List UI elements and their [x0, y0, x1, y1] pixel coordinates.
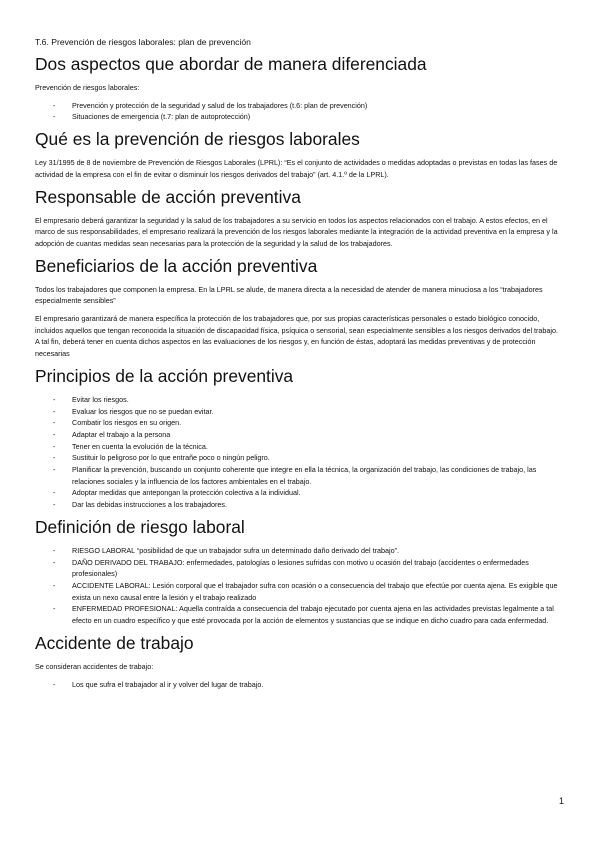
- list-item: - Evaluar los riesgos que no se puedan evitar.: [53, 406, 214, 416]
- list-item: - Los que sufra el trabajador al ir y volver del lugar de trabajo.: [53, 679, 264, 689]
- list-item: - DAÑO DERIVADO DEL TRABAJO: enfermedades, patologías o lesiones sufridas con motivo u ocasión del trabajo (accidentes o enfermedades profesionales): [53, 557, 529, 579]
- dash-marker: -: [53, 394, 56, 404]
- list-item: - Sustituir lo peligroso por lo que entrañe poco o ningún peligro.: [53, 453, 270, 463]
- list-item: - ENFERMEDAD PROFESIONAL: Aquella contraída a consecuencia del trabajo ejecutado por cuenta ajena en las actividades previstas legalmente a tal efecto en un cuadro específico y que esté provocada por la acción de elementos y sustancias que se indique en dicho cuadro para cada enfermedad.: [53, 604, 554, 626]
- dash-marker: -: [53, 604, 56, 614]
- section-heading: Responsable de acción preventiva: [35, 186, 301, 207]
- dash-marker: -: [53, 500, 56, 510]
- list-item: - Adoptar medidas que antepongan la protección colectiva a la individual.: [53, 488, 301, 498]
- dash-marker: -: [53, 112, 56, 122]
- list-item: - Evitar los riesgos.: [53, 394, 129, 404]
- document-content: [35, 37, 562, 696]
- paragraph: El empresario garantizará de manera específica la protección de los trabajadores que, por sus propias características personales o estado biológico conocido, incluidos aquellos que tengan reconocida la situación de discapacidad física, psíquica o sensorial, sean especialmente sensibles a los riesgos derivados del trabajo. A tal fin, deberá tener en cuenta dichos aspectos en las evaluaciones de los riesgos y, en función de éstas, adoptará las medidas preventivas y de protección necesarias: [35, 314, 559, 359]
- section-heading: Definición de riesgo laboral: [35, 516, 245, 537]
- page-number: 1: [558, 796, 564, 806]
- list-item: - ACCIDENTE LABORAL: Lesión corporal que el trabajador sufra con ocasión o a consecuencia del trabajo que efectúe por cuenta ajena. Es exigible que exista un nexo causal entre la lesión y el trabajo realizado: [53, 580, 558, 602]
- dash-marker: -: [53, 406, 56, 416]
- section-intro: Prevención de riesgos laborales:: [35, 83, 140, 92]
- section-heading: Beneficiarios de la acción preventiva: [35, 255, 318, 276]
- list-item: - RIESGO LABORAL “posibilidad de que un trabajador sufra un determinado daño derivado del trabajo”.: [53, 545, 399, 555]
- dash-marker: -: [53, 557, 56, 567]
- list-item: - Situaciones de emergencia (t.7: plan de autoprotección): [53, 112, 251, 122]
- dash-marker: -: [53, 429, 56, 439]
- dash-marker: -: [53, 441, 56, 451]
- list-item: - Tener en cuenta la evolución de la técnica.: [53, 441, 208, 451]
- dash-marker: -: [53, 545, 56, 555]
- paragraph: Ley 31/1995 de 8 de noviembre de Prevención de Riesgos Laborales (LPRL): “Es el conjunto de actividades o medidas adoptadas o previstas en todas las fases de actividad de la empresa con el fin de evitar o disminuir los riesgos derivados del trabajo” (art. 4.1.º de la LPRL).: [35, 158, 558, 179]
- dash-marker: -: [53, 465, 56, 475]
- section-intro: Se consideran accidentes de trabajo:: [35, 661, 154, 671]
- dash-marker: -: [53, 100, 56, 110]
- dash-marker: -: [53, 679, 56, 689]
- dash-marker: -: [53, 453, 56, 463]
- bullet-list: [35, 100, 562, 123]
- document-header: T.6. Prevención de riesgos laborales: plan de prevención: [35, 37, 251, 47]
- list-item: - Adaptar el trabajo a la persona: [53, 429, 171, 439]
- list-item: - Planificar la prevención, buscando un conjunto coherente que integre en ella la técnica, la organización del trabajo, las condiciones de trabajo, las relaciones sociales y la influencia de los factores ambientales en el trabajo.: [53, 465, 537, 486]
- paragraph: El empresario deberá garantizar la seguridad y la salud de los trabajadores a su servicio en todos los aspectos relacionados con el trabajo. A estos efectos, en el marco de sus responsabilidades, el empresario realizará la prevención de los riesgos laborales mediante la integración de la actividad preventiva en la empresa y la adopción de cuantas medidas sean necesarias para la protección de la seguridad y la salud de los trabajadores.: [35, 215, 558, 248]
- section-heading: Dos aspectos que abordar de manera diferenciada: [35, 54, 427, 74]
- paragraph: Todos los trabajadores que componen la empresa. En la LPRL se alude, de manera directa a la necesidad de atender de manera minuciosa a los “trabajadores especialmente sensibles”: [35, 284, 543, 306]
- bullet-list: [35, 545, 562, 627]
- list-item: - Prevención y protección de la seguridad y salud de los trabajadores (t.6: plan de prevención): [53, 100, 368, 110]
- section-heading: Accidente de trabajo: [35, 632, 194, 653]
- bullet-list: [35, 679, 562, 691]
- dash-marker: -: [53, 488, 56, 498]
- section-heading: Principios de la acción preventiva: [35, 365, 294, 386]
- list-item: - Dar las debidas instrucciones a los trabajadores.: [53, 500, 228, 510]
- list-item: - Combatir los riesgos en su origen.: [53, 418, 182, 428]
- section-heading: Qué es la prevención de riesgos laborales: [35, 129, 360, 150]
- bullet-list: [35, 394, 562, 511]
- dash-marker: -: [53, 580, 56, 590]
- dash-marker: -: [53, 418, 56, 428]
